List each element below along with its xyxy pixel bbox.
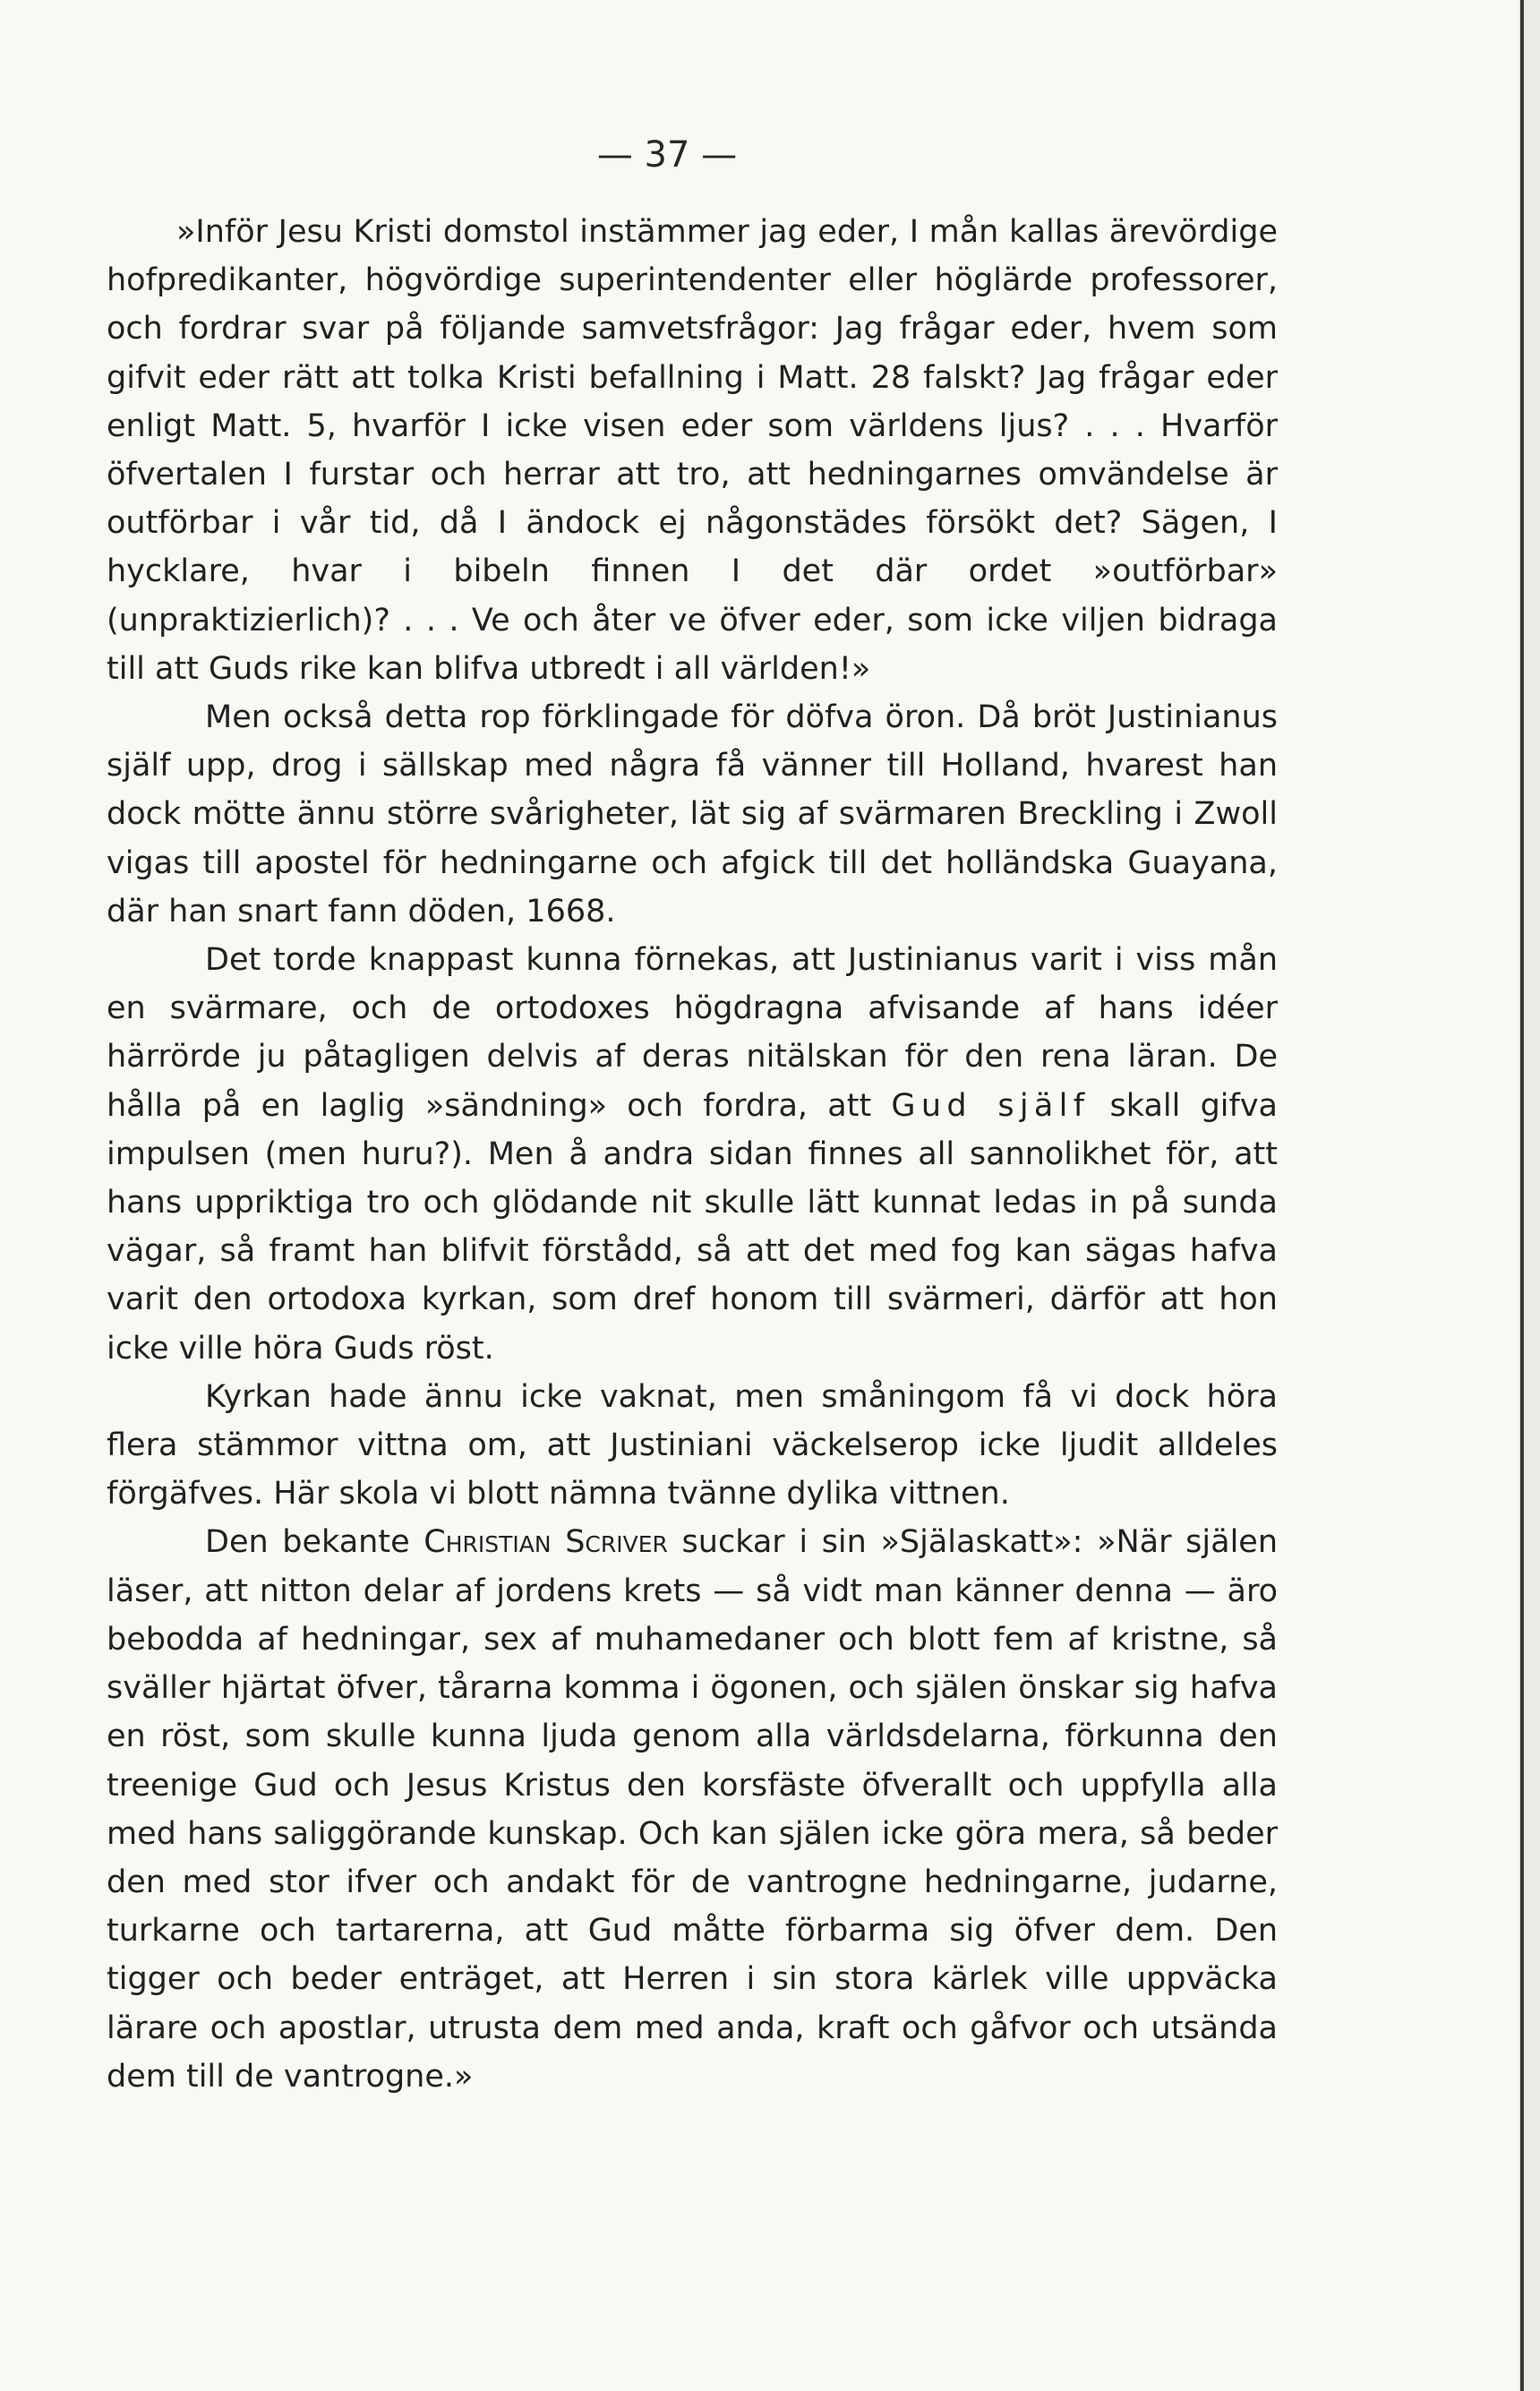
page-number: — 37 —	[596, 134, 738, 176]
author-name: Christian Scriver	[424, 1524, 668, 1561]
emphasized-text: Gud själf	[891, 1087, 1091, 1124]
paragraph-scriver	[107, 1518, 1278, 2100]
paragraph-text: suckar i sin »Själaskatt»: »När själen läser, att nitton delar af jordens krets — så vidt man känner denna — äro bebodda af hedningar, sex af muhamedaner och blott fem af kristne, så sväller hjärtat öfver, tårarna komma i ögonen, och själen önskar sig hafva en röst, som skulle kunna ljuda genom alla världsdelarna, förkunna den treenige Gud och Jesus Kristus den korsfäste öfverallt och uppfylla alla med hans saliggörande kunskap. Och kan själen icke göra mera, så beder den med stor ifver och andakt för de vantrogne hedningarne, judarne, turkarne och tartarerna, att Gud måtte förbarma sig öfver dem. Den tigger och beder enträget, att Herren i sin stora kärlek ville uppväcka lärare och apostlar, utrusta dem med anda, kraft och gåfvor och utsända dem till de vantrogne.»	[107, 1524, 1279, 2095]
page-edge	[1520, 0, 1524, 2391]
paragraph-kyrkan: Kyrkan hade ännu icke vaknat, men småningom få vi dock höra flera stämmor vittna om, att Justiniani väckelserop icke ljudit alldeles förgäfves. Här skola vi blott nämna tvänne dylika vittnen.	[107, 1378, 1278, 1513]
paragraph-text: Det torde knappast kunna förnekas, att Justinianus varit i viss mån en svärmare, och de ortodoxes högdragna afvisande af hans idéer härrörde ju påtagligen delvis af deras nitälskan för den rena läran. De hålla på en laglig »sändning» och fordra, att	[107, 942, 1278, 1124]
paragraph-justinianus-departure: Men också detta rop förklingade för döfva öron. Då bröt Justinianus själf upp, drog i sällskap med några få vänner till Holland, hvarest han dock mötte ännu större svårigheter, lät sig af svärmaren Breckling i Zwoll vigas till apostel för hedningarne och afgick till det holländska Guayana, där han snart fann döden, 1668.	[107, 699, 1278, 930]
paragraph-text: Den bekante	[205, 1524, 424, 1561]
paragraph-text: skall gifva impulsen (men huru?). Men å andra sidan finnes all sannolikhet för, att hans uppriktiga tro och glödande nit skulle lätt kunnat ledas in på sunda vägar, så framt han blifvit förstådd, så att det med fog kan sägas hafva varit den ortodoxa kyrkan, som dref honom till svärmeri, därför att hon icke ville höra Guds röst.	[107, 1087, 1278, 1367]
body-text	[107, 208, 1278, 2101]
paragraph-quote: »Inför Jesu Kristi domstol instämmer jag eder, I mån kallas ärevördige hofpredikanter, högvördige superintendenter eller höglärde professorer, och fordrar svar på följande samvetsfrågor: Jag frågar eder, hvem som gifvit eder rätt att tolka Kristi befallning i Matt. 28 falskt? Jag frågar eder enligt Matt. 5, hvarför I icke visen eder som världens ljus? . . . Hvarför öfvertalen I furstar och herrar att tro, att hedningarnes omvändelse är outförbar i vår tid, då I ändock ej någonstädes försökt det? Sägen, I hycklare, hvar i bibeln finnen I det där ordet »outförbar» (unpraktizierlich)? . . . Ve och åter ve öfver eder, som icke viljen bidraga till att Guds rike kan blifva utbredt i all världen!»	[107, 214, 1278, 687]
paragraph-svarmare	[107, 936, 1278, 1373]
